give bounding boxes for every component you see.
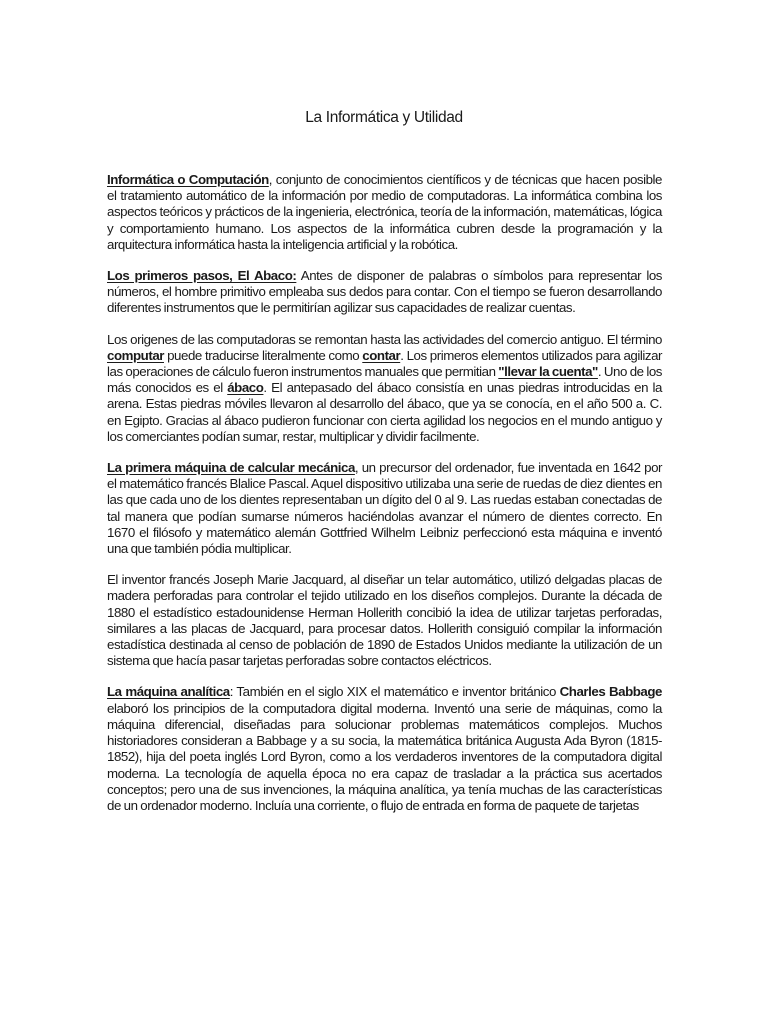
paragraph-text: El inventor francés Joseph Marie Jacquard, al diseñar un telar automático, utilizó delgadas placas de madera perforadas para controlar el tejido utilizado en los diseños complejos. Durante la década de 1880 el estadístico estadounidense Herman Hollerith concibió la idea de utilizar tarjetas perforadas, similares a las placas de Jacquard, para procesar datos. Hollerith consiguió compilar la información estadística destinada al censo de población de 1890 de Estados Unidos mediante la utilización de un sistema que hacía pasar tarjetas perforadas sobre contactos eléctricos. bbox=[107, 572, 662, 669]
paragraph-maquina-analitica bbox=[107, 684, 662, 814]
term-maquina-analitica: La máquina analítica bbox=[107, 684, 230, 700]
term-abaco: ábaco bbox=[227, 380, 264, 396]
paragraph-text: Antes de disponer de palabras o símbolos para representar los números, el hombre primitivo empleaba sus dedos para contar. Con el tiempo se fueron desarrollando diferentes instrumentos que le permitirían agilizar sus capacidades de realizar cuentas. bbox=[107, 268, 662, 316]
term-llevar-la-cuenta: "llevar la cuenta" bbox=[498, 364, 598, 380]
paragraph-text: . Uno de los más conocidos es el bbox=[107, 364, 662, 396]
paragraph-text: , un precursor del ordenador, fue inventada en 1642 por el matemático francés Blalice Pascal. Aquel dispositivo utilizaba una serie de ruedas de diez dientes en las que cada uno de los dientes representaban un dígito del 0 al 9. Las ruedas estaban conectadas de tal manera que podían sumarse números haciéndolas avanzar el número de dientes correcto. En 1670 el filósofo y matemático alemán Gottfried Wilhelm Leibniz perfeccionó esta máquina e inventó una que también pódia multiplicar. bbox=[107, 460, 663, 557]
paragraph-text: : También en el siglo XIX el matemático e inventor británico bbox=[229, 684, 560, 700]
document-title: La Informática y Utilidad bbox=[305, 109, 463, 126]
paragraph-text: puede traducirse literalmente como bbox=[163, 347, 363, 363]
paragraph-informatica bbox=[107, 172, 662, 253]
paragraph-primeros-pasos bbox=[107, 268, 662, 317]
paragraph-primera-maquina bbox=[107, 460, 662, 557]
term-informatica: Informática o Computación bbox=[107, 172, 269, 187]
paragraph-origenes bbox=[107, 332, 662, 445]
term-contar: contar bbox=[362, 347, 401, 363]
paragraph-text: . El antepasado del ábaco consistía en unas piedras introducidas en la arena. Estas piedras móviles llevaron al desarrollo del ábaco, que ya se conocía, en el año 500 a. C. en Egipto. Gracias al ábaco pudieron funcionar con cierta agilidad los negocios en el mundo antiguo y los comerciantes podían sumar, restar, multiplicar y dividir facilmente. bbox=[107, 380, 662, 444]
paragraph-jacquard bbox=[107, 572, 662, 669]
term-primera-maquina: La primera máquina de calcular mecánica bbox=[107, 460, 355, 476]
paragraph-text: elaboró los principios de la computadora digital moderna. Inventó una serie de máquinas, como la máquina diferencial, diseñadas para solucionar problemas matemáticos complejos. Muchos historiadores consideran a Babbage y a su socia, la matemática británica Augusta Ada Byron (1815-1852), hija del poeta inglés Lord Byron, como a los verdaderos inventores de la computadora digital moderna. La tecnología de aquella época no era capaz de trasladar a la práctica sus acertados conceptos; pero una de sus invenciones, la máquina analítica, ya tenía muchas de las características de un ordenador moderno. Incluía una corriente, o flujo de entrada en forma de paquete de tarjetas bbox=[107, 700, 662, 813]
term-computar: computar bbox=[107, 347, 164, 363]
term-primeros-pasos: Los primeros pasos, El Abaco: bbox=[107, 268, 297, 284]
document-body bbox=[107, 172, 662, 829]
term-charles-babbage: Charles Babbage bbox=[559, 684, 662, 700]
paragraph-text: , conjunto de conocimientos científicos y de técnicas que hacen posible el tratamiento automático de la información por medio de computadoras. La informática combina los aspectos teóricos y prácticos de la ingenieria, electrónica, teoría de la información, matemáticas, lógica y comportamiento humano. Los aspectos de la informática cubren desde la programación y la arquitectura informática hasta la inteligencia artificial y la robótica. bbox=[107, 172, 662, 252]
paragraph-text: Los origenes de las computadoras se remontan hasta las actividades del comercio antiguo. El término bbox=[107, 331, 662, 347]
paragraph-text: . Los primeros elementos utilizados para agilizar las operaciones de cálculo fueron instrumentos manuales que permitian bbox=[107, 347, 663, 380]
